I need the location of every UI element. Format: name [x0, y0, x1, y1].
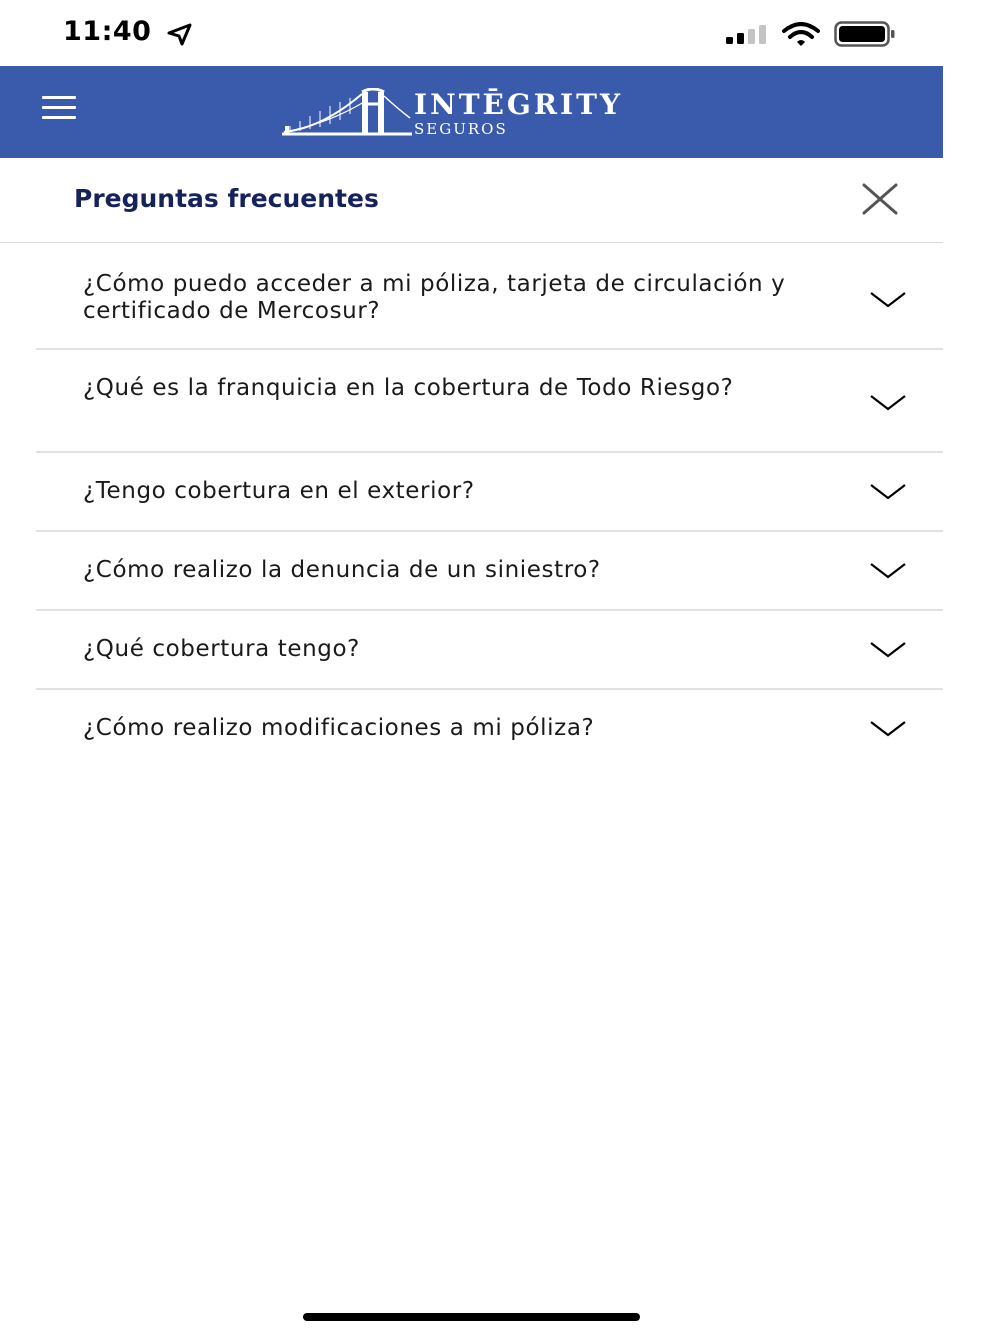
faq-question: ¿Qué es la franquicia en la cobertura de Todo Riesgo?	[83, 375, 734, 401]
bridge-logo-icon	[282, 88, 412, 138]
faq-item[interactable]	[36, 350, 943, 453]
status-bar	[0, 0, 943, 66]
integrity-logo	[282, 88, 682, 140]
faq-question: ¿Cómo realizo la denuncia de un siniestro?	[83, 557, 601, 583]
faq-question: ¿Qué cobertura tengo?	[83, 636, 360, 662]
chevron-down-icon	[868, 289, 908, 311]
status-time: 11:40	[63, 16, 152, 47]
battery-icon	[834, 21, 896, 47]
location-arrow-icon	[166, 22, 194, 46]
hamburger-menu-icon[interactable]	[36, 96, 84, 132]
chevron-down-icon	[868, 392, 908, 414]
faq-item[interactable]	[36, 532, 943, 611]
faq-item[interactable]	[36, 243, 943, 350]
faq-question: ¿Cómo puedo acceder a mi póliza, tarjeta de circulación y certificado de Mercosur?	[83, 271, 786, 324]
logo-subtitle: SEGUROS	[414, 120, 508, 138]
faq-item[interactable]	[36, 611, 943, 690]
faq-item[interactable]	[36, 453, 943, 532]
close-icon[interactable]	[860, 182, 900, 216]
faq-item[interactable]	[36, 690, 943, 767]
chevron-down-icon	[868, 560, 908, 582]
logo-name: INTĒGRITY	[414, 88, 623, 121]
faq-question: ¿Cómo realizo modificaciones a mi póliza?	[83, 715, 595, 741]
cellular-signal-icon	[726, 24, 770, 44]
page-title: Preguntas frecuentes	[74, 184, 379, 213]
app-header	[0, 66, 943, 158]
faq-header	[0, 158, 943, 243]
chevron-down-icon	[868, 481, 908, 503]
chevron-down-icon	[868, 639, 908, 661]
faq-list	[36, 243, 943, 767]
wifi-icon	[782, 22, 820, 46]
home-indicator[interactable]	[303, 1313, 640, 1321]
faq-question: ¿Tengo cobertura en el exterior?	[83, 478, 475, 504]
chevron-down-icon	[868, 718, 908, 740]
